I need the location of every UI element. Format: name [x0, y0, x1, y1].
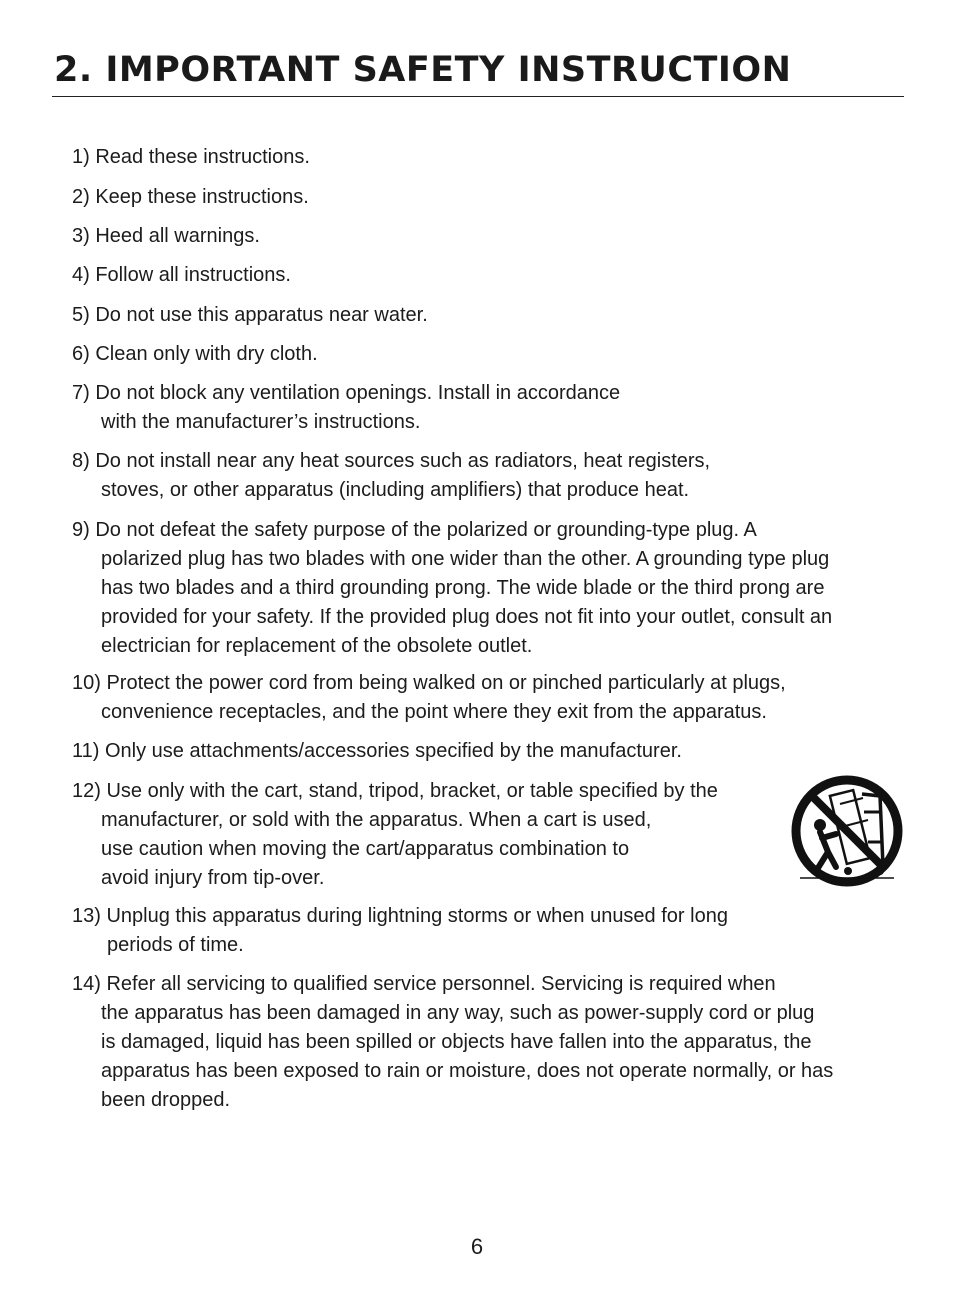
instruction-item-9 [72, 516, 832, 661]
instruction-item-13 [72, 902, 728, 960]
instruction-line: 14) Refer all servicing to qualified service personnel. Servicing is required when [72, 973, 776, 995]
instruction-line: with the manufacturer’s instructions. [101, 411, 421, 433]
instruction-line: 2) Keep these instructions. [72, 186, 309, 208]
instruction-item-8 [72, 447, 710, 505]
instruction-line: has two blades and a third grounding prong. The wide blade or the third prong are [101, 577, 825, 599]
instruction-line: use caution when moving the cart/apparatus combination to [101, 838, 630, 860]
instruction-line: 6) Clean only with dry cloth. [72, 343, 318, 365]
instruction-line: stoves, or other apparatus (including amplifiers) that produce heat. [101, 479, 690, 501]
instruction-line: the apparatus has been damaged in any way, such as power-supply cord or plug [101, 1002, 815, 1024]
instruction-item-10 [72, 669, 786, 727]
instruction-line: 1) Read these instructions. [72, 146, 310, 168]
instruction-line: is damaged, liquid has been spilled or objects have fallen into the apparatus, the [101, 1031, 812, 1053]
instruction-line: 4) Follow all instructions. [72, 264, 291, 286]
instruction-line: 9) Do not defeat the safety purpose of the polarized or grounding-type plug. A [72, 519, 757, 541]
instruction-line: been dropped. [101, 1089, 231, 1111]
instruction-line: 8) Do not install near any heat sources such as radiators, heat registers, [72, 450, 711, 472]
instruction-item-2 [72, 183, 309, 212]
instruction-line: 7) Do not block any ventilation openings. Install in accordance [72, 382, 621, 404]
instruction-line: 12) Use only with the cart, stand, tripod, bracket, or table specified by the [72, 780, 718, 802]
instruction-item-7 [72, 379, 620, 437]
instruction-line: 13) Unplug this apparatus during lightning storms or when unused for long [72, 905, 728, 927]
instruction-item-1 [72, 143, 310, 172]
instruction-line: 5) Do not use this apparatus near water. [72, 304, 428, 326]
page-number: 6 [470, 1234, 484, 1259]
instruction-line: apparatus has been exposed to rain or moisture, does not operate normally, or has [101, 1060, 834, 1082]
instruction-item-14 [72, 970, 833, 1115]
instruction-line: periods of time. [107, 934, 244, 956]
instruction-line: 10) Protect the power cord from being walked on or pinched particularly at plugs, [72, 672, 786, 694]
instruction-item-12 [72, 777, 718, 893]
instruction-line: avoid injury from tip-over. [101, 867, 325, 889]
instruction-line: manufacturer, or sold with the apparatus. When a cart is used, [101, 809, 652, 831]
instruction-line: provided for your safety. If the provided plug does not fit into your outlet, consult an [101, 606, 833, 628]
instruction-line: electrician for replacement of the obsolete outlet. [101, 635, 533, 657]
instruction-item-4 [72, 261, 291, 290]
instruction-line: 3) Heed all warnings. [72, 225, 260, 247]
instruction-item-3 [72, 222, 260, 251]
cart-tip-over-warning-icon [788, 772, 906, 890]
page-heading: 2. IMPORTANT SAFETY INSTRUCTION [54, 50, 792, 90]
instruction-item-11 [72, 737, 682, 766]
heading-rule [52, 96, 904, 97]
instruction-line: 11) Only use attachments/accessories specified by the manufacturer. [72, 740, 682, 762]
instruction-item-6 [72, 340, 318, 369]
instruction-line: convenience receptacles, and the point where they exit from the apparatus. [101, 701, 767, 723]
instruction-line: polarized plug has two blades with one wider than the other. A grounding type plug [101, 548, 830, 570]
instruction-item-5 [72, 301, 428, 330]
